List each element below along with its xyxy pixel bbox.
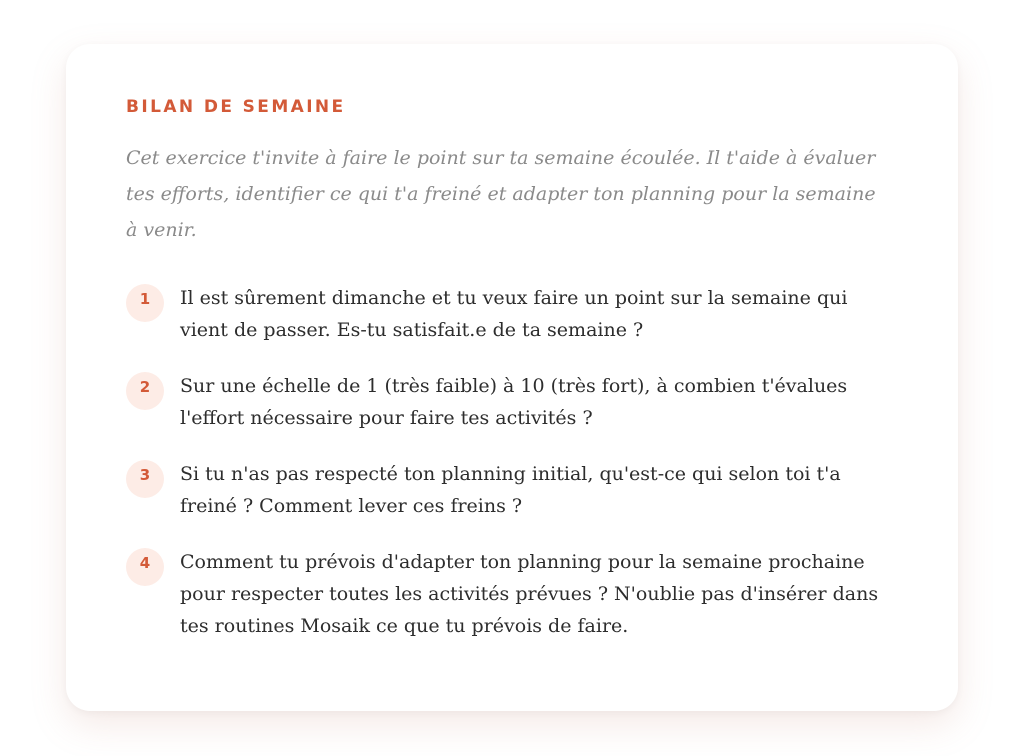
step-text: Sur une échelle de 1 (très faible) à 10 (très fort), à combien t'évalues l'effort nécessaire pour faire tes activités ? [180,375,848,429]
step-number-badge: 3 [126,460,164,498]
step-number-badge: 2 [126,372,164,410]
step-number-badge: 4 [126,548,164,586]
card-eyebrow-title: BILAN DE SEMAINE [126,97,346,117]
weekly-review-card [66,44,958,711]
step-number-badge: 1 [126,284,164,322]
steps-list [126,282,898,642]
card-intro-text: Cet exercice t'invite à faire le point sur ta semaine écoulée. Il t'aide à évaluer tes efforts, identifier ce qui t'a freiné et adapter ton planning pour la semaine à venir. [126,147,876,241]
step-item [126,282,898,346]
step-text: Il est sûrement dimanche et tu veux faire un point sur la semaine qui vient de passer. Es-tu satisfait.e de ta semaine ? [180,287,848,341]
step-item [126,370,898,434]
step-item [126,546,898,642]
step-item [126,458,898,522]
step-text: Comment tu prévois d'adapter ton planning pour la semaine prochaine pour respecter toutes les activités prévues ? N'oublie pas d'insérer dans tes routines Mosaik ce que tu prévois de faire. [180,551,879,637]
step-text: Si tu n'as pas respecté ton planning initial, qu'est-ce qui selon toi t'a freiné ? Comment lever ces freins ? [180,463,841,517]
